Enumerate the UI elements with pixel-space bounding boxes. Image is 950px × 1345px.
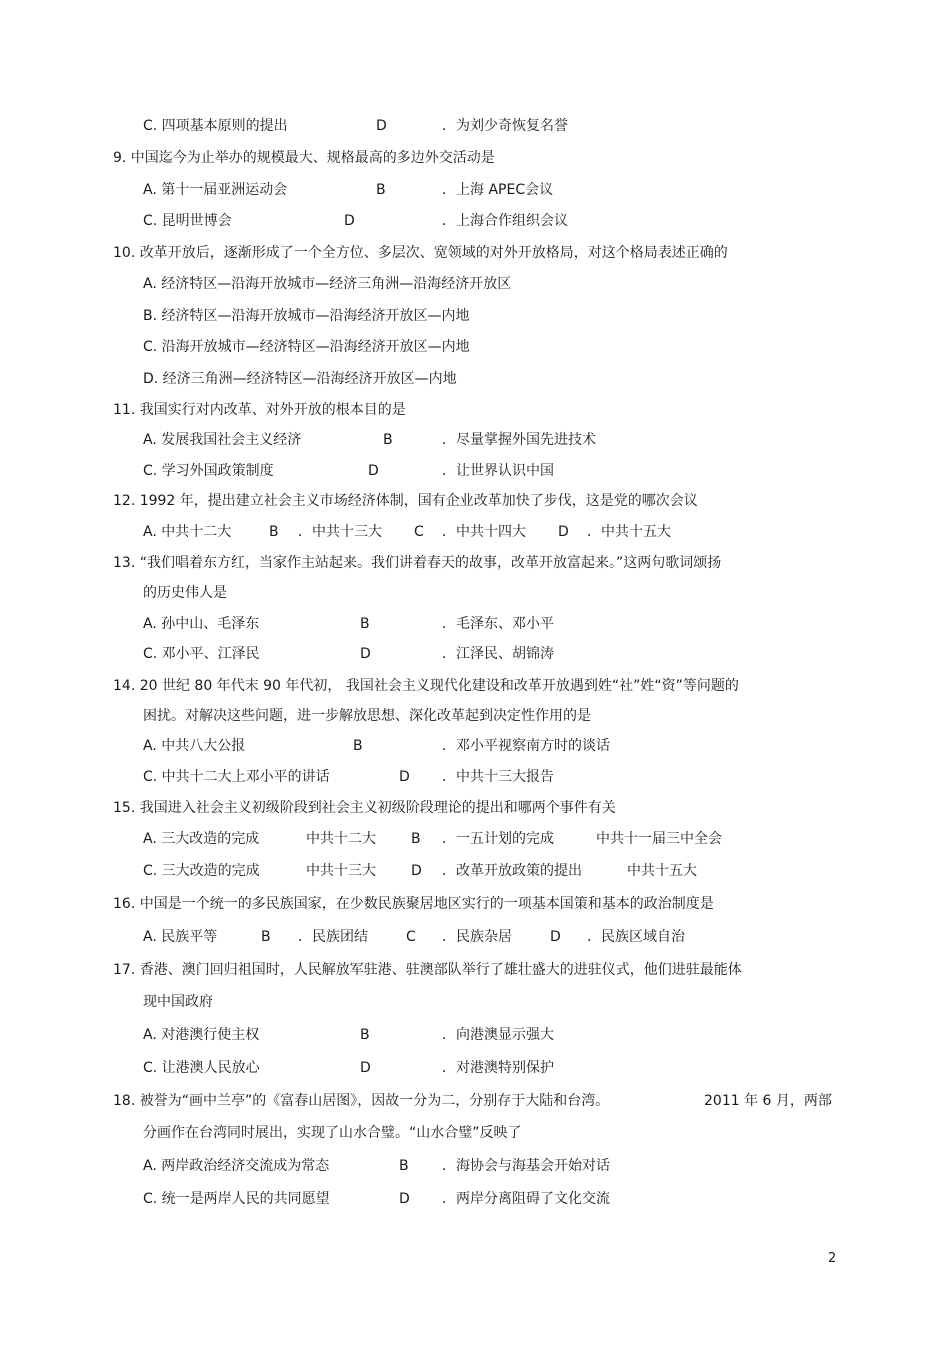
text-line-26-part-3: C [406, 929, 416, 945]
text-line-16-part-1: B [360, 616, 370, 632]
text-line-29-part-2: ．向港澳显示强大 [442, 1027, 554, 1043]
text-line-26-part-1: B [261, 929, 271, 945]
text-line-24-part-4: 中共十五大 [627, 863, 697, 879]
text-line-24-part-1: 中共十三大 [306, 863, 376, 879]
text-line-3-part-2: ．上海合作组织会议 [442, 213, 568, 229]
text-line-23-part-0: A. 三大改造的完成 [143, 831, 260, 847]
text-line-11-part-2: ．让世界认识中国 [442, 463, 554, 479]
text-line-0-part-2: ．为刘少奇恢复名誉 [442, 118, 568, 134]
text-line-11-part-0: C. 学习外国政策制度 [143, 463, 274, 479]
text-line-34-part-0: C. 统一是两岸人民的共同愿望 [143, 1191, 330, 1207]
text-line-20-part-0: A. 中共八大公报 [143, 738, 246, 754]
text-line-4-part-0: 10. 改革开放后，逐渐形成了一个全方位、多层次、宽领域的对外开放格局，对这个格局表述正确的 [113, 245, 728, 261]
text-line-0-part-0: C. 四项基本原则的提出 [143, 118, 288, 134]
text-line-27-part-0: 17. 香港、澳门回归祖国时，人民解放军驻港、驻澳部队举行了雄壮盛大的进驻仪式，他们进驻最能体 [113, 962, 742, 978]
text-line-10-part-1: B [383, 432, 393, 448]
text-line-30-part-0: C. 让港澳人民放心 [143, 1060, 260, 1076]
text-line-26-part-5: D [550, 929, 561, 945]
text-line-23-part-3: ．一五计划的完成 [442, 831, 554, 847]
text-line-17-part-2: ．江泽民、胡锦涛 [442, 646, 554, 662]
text-line-26-part-0: A. 民族平等 [143, 929, 218, 945]
text-line-33-part-1: B [399, 1158, 409, 1174]
text-line-31-part-0: 18. 被誉为“画中兰亭”的《富春山居图》，因故一分为二，分别存于大陆和台湾。 [113, 1093, 610, 1109]
text-line-3-part-1: D [344, 213, 355, 229]
text-line-24-part-0: C. 三大改造的完成 [143, 863, 260, 879]
text-line-3-part-0: C. 昆明世博会 [143, 213, 232, 229]
text-line-24-part-2: D [411, 863, 422, 879]
text-line-10-part-0: A. 发展我国社会主义经济 [143, 432, 302, 448]
text-line-28-part-0: 现中国政府 [143, 994, 213, 1010]
text-line-29-part-0: A. 对港澳行使主权 [143, 1027, 260, 1043]
text-line-12-part-0: 12. 1992 年，提出建立社会主义市场经济体制，国有企业改革加快了步伐，这是党的哪次会议 [113, 493, 698, 509]
text-line-21-part-0: C. 中共十二大上邓小平的讲话 [143, 769, 330, 785]
text-line-13-part-0: A. 中共十二大 [143, 524, 232, 540]
text-line-25-part-0: 16. 中国是一个统一的多民族国家，在少数民族聚居地区实行的一项基本国策和基本的政治制度是 [113, 896, 714, 912]
text-line-16-part-0: A. 孙中山、毛泽东 [143, 616, 260, 632]
text-line-10-part-2: ．尽量掌握外国先进技术 [442, 432, 596, 448]
text-line-33-part-2: ．海协会与海基会开始对话 [442, 1158, 610, 1174]
text-line-13-part-5: D [558, 524, 569, 540]
text-line-34-part-1: D [399, 1191, 410, 1207]
text-line-0-part-1: D [376, 118, 387, 134]
text-line-23-part-2: B [411, 831, 421, 847]
text-line-26-part-4: ．民族杂居 [442, 929, 512, 945]
text-line-7-part-0: C. 沿海开放城市—经济特区—沿海经济开放区—内地 [143, 339, 470, 355]
text-line-17-part-1: D [360, 646, 371, 662]
text-line-21-part-2: ．中共十三大报告 [442, 769, 554, 785]
page-number: 2 [828, 1251, 837, 1266]
text-line-9-part-0: 11. 我国实行对内改革、对外开放的根本目的是 [113, 402, 406, 418]
text-line-29-part-1: B [360, 1027, 370, 1043]
text-line-2-part-2: ．上海 APEC会议 [442, 182, 554, 198]
text-line-34-part-2: ．两岸分离阻碍了文化交流 [442, 1191, 610, 1207]
text-line-13-part-3: C [414, 524, 424, 540]
text-line-18-part-0: 14. 20 世纪 80 年代末 90 年代初， 我国社会主义现代化建设和改革开放遇到姓“社”姓“资”等问题的 [113, 678, 739, 694]
text-line-13-part-4: ．中共十四大 [442, 524, 526, 540]
text-line-14-part-0: 13. “我们唱着东方红，当家作主站起来。我们讲着春天的故事，改革开放富起来。”这两句歌词颂扬 [113, 555, 722, 571]
text-line-17-part-0: C. 邓小平、江泽民 [143, 646, 260, 662]
text-line-32-part-0: 分画作在台湾同时展出，实现了山水合璧。“山水合璧”反映了 [143, 1125, 522, 1141]
text-line-20-part-1: B [353, 738, 363, 754]
text-line-22-part-0: 15. 我国进入社会主义初级阶段到社会主义初级阶段理论的提出和哪两个事件有关 [113, 800, 616, 816]
text-line-19-part-0: 困扰。对解决这些问题，进一步解放思想、深化改革起到决定性作用的是 [143, 708, 591, 724]
text-line-23-part-4: 中共十一届三中全会 [596, 831, 722, 847]
text-line-30-part-2: ．对港澳特别保护 [442, 1060, 554, 1076]
text-line-11-part-1: D [368, 463, 379, 479]
text-line-20-part-2: ．邓小平视察南方时的谈话 [442, 738, 610, 754]
text-line-16-part-2: ．毛泽东、邓小平 [442, 616, 554, 632]
text-line-6-part-0: B. 经济特区—沿海开放城市—沿海经济开放区—内地 [143, 308, 470, 324]
text-line-15-part-0: 的历史伟人是 [143, 585, 227, 601]
text-line-8-part-0: D. 经济三角洲—经济特区—沿海经济开放区—内地 [143, 371, 457, 387]
text-line-33-part-0: A. 两岸政治经济交流成为常态 [143, 1158, 330, 1174]
text-line-23-part-1: 中共十二大 [306, 831, 376, 847]
text-line-13-part-6: ．中共十五大 [587, 524, 671, 540]
text-line-13-part-1: B [269, 524, 279, 540]
text-line-26-part-2: ．民族团结 [298, 929, 368, 945]
text-line-1-part-0: 9. 中国迄今为止举办的规模最大、规格最高的多边外交活动是 [113, 150, 495, 166]
text-line-30-part-1: D [360, 1060, 371, 1076]
text-line-2-part-0: A. 第十一届亚洲运动会 [143, 182, 288, 198]
text-line-13-part-2: ．中共十三大 [298, 524, 382, 540]
text-line-5-part-0: A. 经济特区—沿海开放城市—经济三角洲—沿海经济开放区 [143, 276, 512, 292]
text-line-24-part-3: ．改革开放政策的提出 [442, 863, 582, 879]
text-line-31-part-1: 2011 年 6 月，两部 [704, 1093, 832, 1109]
text-line-21-part-1: D [399, 769, 410, 785]
text-line-26-part-6: ．民族区域自治 [587, 929, 685, 945]
text-line-2-part-1: B [376, 182, 386, 198]
